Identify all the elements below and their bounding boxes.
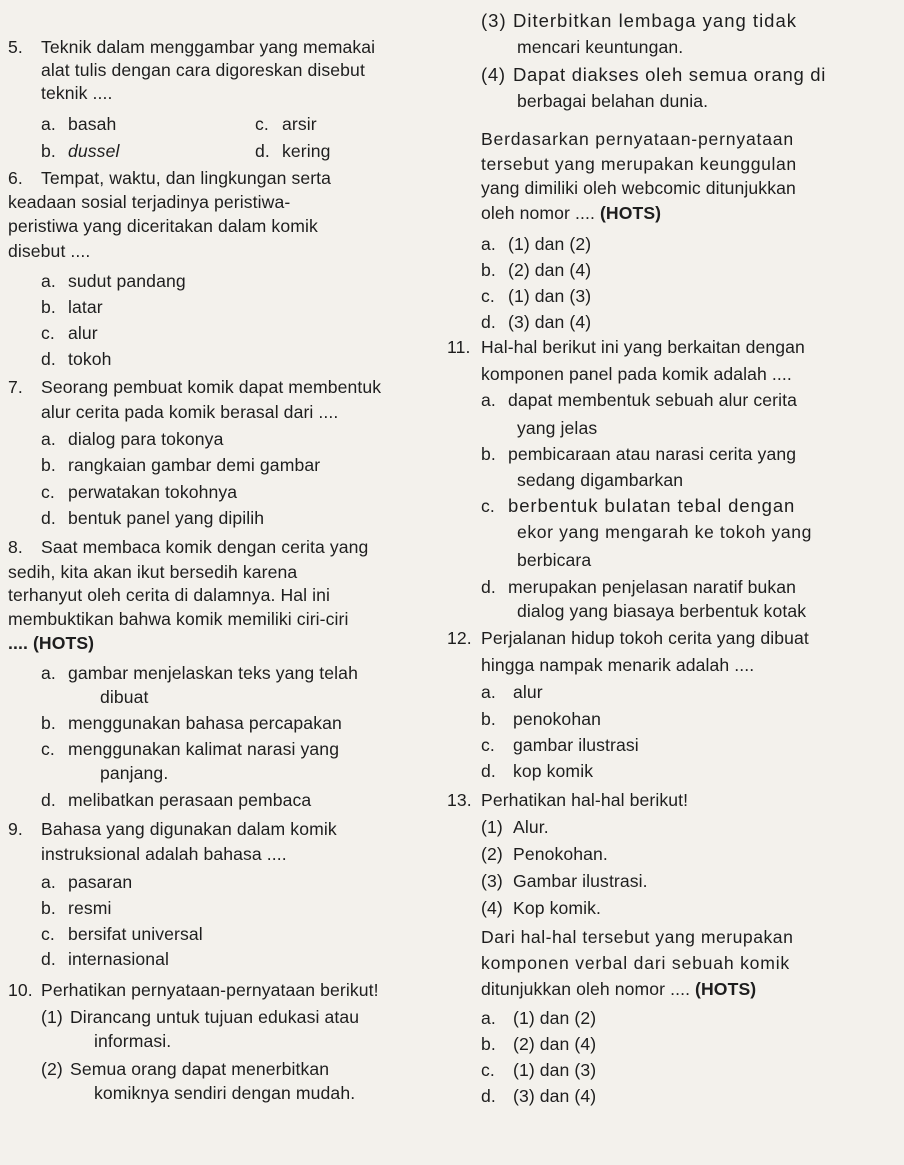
option-c[interactable]: berbentuk bulatan tebal dengan — [508, 495, 796, 516]
option-letter: c. — [41, 739, 55, 759]
option-c[interactable]: menggunakan kalimat narasi yang — [68, 739, 340, 759]
question-text: Saat membaca komik dengan cerita yang — [41, 537, 369, 557]
option-letter: b. — [41, 455, 56, 475]
question-intro: Perhatikan pernyataan-pernyataan berikut! — [41, 980, 379, 1000]
option-b[interactable]: dussel — [68, 141, 120, 161]
statement-text: Dirancang untuk tujuan edukasi atau — [70, 1007, 360, 1027]
option-a[interactable]: dialog para tokonya — [68, 429, 224, 449]
option-d[interactable]: (3) dan (4) — [508, 312, 592, 332]
question-text: membuktikan bahwa komik memiliki ciri-ciri — [8, 609, 349, 629]
option-a-cont[interactable]: dibuat — [100, 687, 149, 707]
question-number: 11. — [447, 337, 471, 357]
statement-text: komiknya sendiri dengan mudah. — [94, 1083, 356, 1103]
option-letter: b. — [481, 709, 496, 729]
option-letter: b. — [481, 444, 496, 464]
item-number: (4) — [481, 898, 503, 918]
question-text: alur cerita pada komik berasal dari .... — [41, 402, 339, 422]
option-letter: c. — [255, 114, 269, 134]
option-b[interactable]: menggunakan bahasa percapakan — [68, 713, 342, 733]
option-c[interactable]: (1) dan (3) — [508, 286, 592, 306]
option-d[interactable]: merupakan penjelasan naratif bukan — [508, 577, 797, 597]
option-letter: a. — [481, 390, 496, 410]
item-number: (3) — [481, 871, 503, 891]
option-d[interactable]: (3) dan (4) — [513, 1086, 597, 1106]
option-letter: c. — [481, 496, 495, 516]
option-letter: b. — [41, 713, 56, 733]
question-text: oleh nomor .... (HOTS) — [481, 203, 662, 223]
option-letter: d. — [481, 312, 496, 332]
option-letter: a. — [481, 1008, 496, 1028]
option-letter: c. — [481, 286, 495, 306]
statement-text: berbagai belahan dunia. — [517, 91, 709, 111]
question-text: alat tulis dengan cara digoreskan disebut — [41, 60, 365, 80]
option-d[interactable]: kering — [282, 141, 331, 161]
option-d[interactable]: kop komik — [513, 761, 594, 781]
item-text: Gambar ilustrasi. — [513, 871, 648, 891]
option-letter: c. — [41, 924, 55, 944]
item-text: Kop komik. — [513, 898, 602, 918]
question-intro: Perhatikan hal-hal berikut! — [481, 790, 689, 810]
option-c[interactable]: arsir — [282, 114, 317, 134]
option-b[interactable]: (2) dan (4) — [508, 260, 592, 280]
question-text: Dari hal-hal tersebut yang merupakan — [481, 927, 794, 947]
option-a[interactable]: (1) dan (2) — [508, 234, 592, 254]
option-a[interactable]: alur — [513, 682, 543, 702]
question-text: Teknik dalam menggambar yang memakai — [41, 37, 376, 57]
statement-number: (3) — [481, 10, 507, 31]
question-number: 7. — [8, 377, 23, 397]
question-number: 5. — [8, 37, 23, 57]
question-number: 13. — [447, 790, 472, 810]
statement-text: mencari keuntungan. — [517, 37, 684, 57]
option-letter: a. — [41, 663, 56, 683]
option-letter: d. — [481, 761, 496, 781]
option-a[interactable]: sudut pandang — [68, 271, 186, 291]
question-text: teknik .... — [41, 83, 113, 103]
question-text: komponen verbal dari sebuah komik — [481, 953, 791, 973]
option-a[interactable]: gambar menjelaskan teks yang telah — [68, 663, 358, 683]
option-letter: d. — [481, 1086, 496, 1106]
option-letter: c. — [481, 735, 495, 755]
option-d[interactable]: bentuk panel yang dipilih — [68, 508, 265, 528]
option-b[interactable]: (2) dan (4) — [513, 1034, 597, 1054]
option-letter: b. — [41, 141, 56, 161]
option-letter: a. — [41, 271, 56, 291]
question-number: 6. — [8, 168, 23, 188]
option-c-cont[interactable]: berbicara — [517, 550, 592, 570]
option-c[interactable]: perwatakan tokohnya — [68, 482, 238, 502]
question-text: Seorang pembuat komik dapat membentuk — [41, 377, 382, 397]
option-letter: b. — [41, 898, 56, 918]
option-letter: a. — [41, 114, 56, 134]
question-text: terhanyut oleh cerita di dalamnya. Hal ini — [8, 585, 331, 605]
option-d[interactable]: tokoh — [68, 349, 112, 369]
question-text: Berdasarkan pernyataan-pernyataan — [481, 129, 794, 149]
statement-text: Dapat diakses oleh semua orang di — [513, 64, 827, 85]
option-b[interactable]: rangkaian gambar demi gambar — [68, 455, 321, 475]
option-b[interactable]: resmi — [68, 898, 112, 918]
option-d[interactable]: melibatkan perasaan pembaca — [68, 790, 312, 810]
option-a[interactable]: basah — [68, 114, 117, 134]
option-d[interactable]: internasional — [68, 949, 170, 969]
question-text: komponen panel pada komik adalah .... — [481, 364, 792, 384]
item-text: Penokohan. — [513, 844, 608, 864]
item-number: (1) — [481, 817, 503, 837]
option-letter: a. — [481, 682, 496, 702]
question-text: Hal-hal berikut ini yang berkaitan dengan — [481, 337, 805, 357]
question-number: 8. — [8, 537, 23, 557]
question-text: instruksional adalah bahasa .... — [41, 844, 287, 864]
option-letter: d. — [41, 508, 56, 528]
item-number: (2) — [481, 844, 503, 864]
option-letter: c. — [41, 323, 55, 343]
question-text: yang dimiliki oleh webcomic ditunjukkan — [481, 178, 796, 198]
option-letter: a. — [481, 234, 496, 254]
statement-text: Diterbitkan lembaga yang tidak — [513, 10, 798, 31]
option-letter: c. — [41, 482, 55, 502]
option-d-cont[interactable]: dialog yang biasaya berbentuk kotak — [517, 601, 807, 621]
option-letter: b. — [481, 1034, 496, 1054]
option-letter: d. — [41, 949, 56, 969]
question-text: tersebut yang merupakan keunggulan — [481, 154, 797, 174]
question-text: sedih, kita akan ikut bersedih karena — [8, 562, 298, 582]
option-letter: b. — [481, 260, 496, 280]
question-number: 9. — [8, 819, 23, 839]
statement-number: (2) — [41, 1059, 63, 1079]
hots-label: .... (HOTS) — [8, 633, 95, 653]
option-a[interactable]: pasaran — [68, 872, 133, 892]
question-text: hingga nampak menarik adalah .... — [481, 655, 755, 675]
option-c[interactable]: gambar ilustrasi — [513, 735, 639, 755]
question-number: 10. — [8, 980, 33, 1000]
option-b-cont[interactable]: sedang digambarkan — [517, 470, 684, 490]
question-text: Bahasa yang digunakan dalam komik — [41, 819, 337, 839]
option-letter: a. — [41, 872, 56, 892]
question-text: disebut .... — [8, 241, 91, 261]
question-number: 12. — [447, 628, 472, 648]
option-b[interactable]: penokohan — [513, 709, 601, 729]
question-text: peristiwa yang diceritakan dalam komik — [8, 216, 318, 236]
option-letter: d. — [41, 790, 56, 810]
option-c-cont[interactable]: ekor yang mengarah ke tokoh yang — [517, 522, 813, 542]
option-b[interactable]: pembicaraan atau narasi cerita yang — [508, 444, 797, 464]
question-text: Perjalanan hidup tokoh cerita yang dibuat — [481, 628, 809, 648]
option-b[interactable]: latar — [68, 297, 103, 317]
question-text: Tempat, waktu, dan lingkungan serta — [41, 168, 332, 188]
option-a[interactable]: dapat membentuk sebuah alur cerita — [508, 390, 797, 410]
item-text: Alur. — [513, 817, 549, 837]
statement-number: (4) — [481, 64, 506, 85]
statement-text: informasi. — [94, 1031, 172, 1051]
option-c[interactable]: (1) dan (3) — [513, 1060, 597, 1080]
option-letter: b. — [41, 297, 56, 317]
option-a[interactable]: (1) dan (2) — [513, 1008, 597, 1028]
option-letter: d. — [255, 141, 270, 161]
option-c[interactable]: bersifat universal — [68, 924, 203, 944]
question-text: keadaan sosial terjadinya peristiwa- — [8, 192, 291, 212]
statement-number: (1) — [41, 1007, 63, 1027]
question-text: ditunjukkan oleh nomor .... (HOTS) — [481, 979, 757, 999]
option-letter: d. — [41, 349, 56, 369]
option-letter: c. — [481, 1060, 495, 1080]
statement-text: Semua orang dapat menerbitkan — [70, 1059, 330, 1079]
option-letter: d. — [481, 577, 496, 597]
option-a-cont[interactable]: yang jelas — [517, 418, 598, 438]
option-c[interactable]: alur — [68, 323, 98, 343]
option-letter: a. — [41, 429, 56, 449]
option-c-cont[interactable]: panjang. — [100, 763, 169, 783]
